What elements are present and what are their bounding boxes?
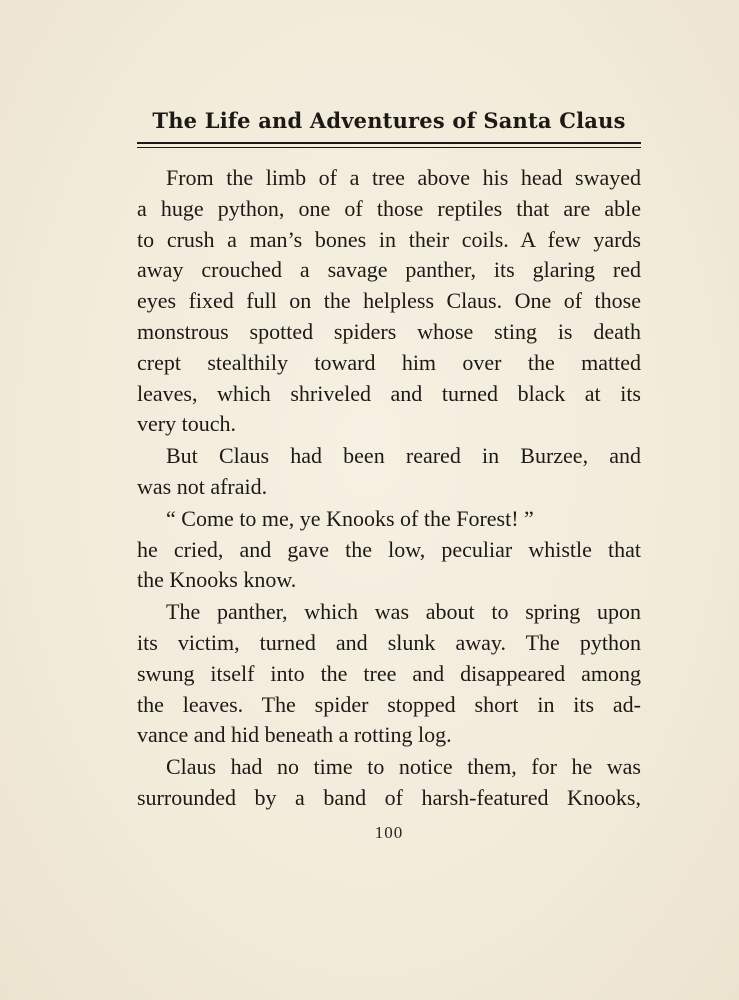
text-line: monstrous spotted spiders whose sting is death bbox=[137, 318, 641, 344]
text-line: the Knooks know. bbox=[137, 567, 297, 593]
text-line: eyes fixed full on the helpless Claus. One of those bbox=[137, 288, 641, 314]
paragraph bbox=[137, 504, 641, 596]
body-text bbox=[137, 163, 641, 814]
text-line: leaves, which shriveled and turned black at its bbox=[137, 380, 641, 406]
text-line: to crush a man’s bones in their coils. A few yards bbox=[137, 226, 641, 252]
header-rule-thin bbox=[137, 147, 641, 148]
text-line: The panther, which was about to spring upon bbox=[166, 599, 641, 625]
text-line: away crouched a savage panther, its glaring red bbox=[137, 257, 641, 283]
text-line: very touch. bbox=[137, 411, 236, 437]
text-line: surrounded by a band of harsh-featured Knooks, bbox=[137, 784, 641, 810]
text-line: the leaves. The spider stopped short in its ad- bbox=[137, 691, 641, 717]
text-line: “ Come to me, ye Knooks of the Forest! ” bbox=[166, 505, 534, 531]
text-line: was not afraid. bbox=[137, 473, 268, 499]
text-line: Claus had no time to notice them, for he was bbox=[166, 754, 641, 780]
text-line: crept stealthily toward him over the matted bbox=[137, 349, 641, 375]
header-rule-thick bbox=[137, 142, 641, 144]
text-line: vance and hid beneath a rotting log. bbox=[137, 722, 452, 748]
text-line: From the limb of a tree above his head swayed bbox=[166, 165, 641, 190]
paragraph bbox=[137, 163, 641, 440]
text-line: a huge python, one of those reptiles that are able bbox=[137, 195, 641, 221]
running-head: The Life and Adventures of Santa Claus bbox=[152, 108, 626, 133]
page-number: 100 bbox=[374, 823, 404, 842]
text-line: swung itself into the tree and disappeared among bbox=[137, 660, 641, 686]
text-line: But Claus had been reared in Burzee, and bbox=[166, 443, 641, 469]
text-line: he cried, and gave the low, peculiar whistle that bbox=[137, 536, 641, 562]
paragraph bbox=[137, 597, 641, 751]
paragraph bbox=[137, 752, 641, 814]
paragraph bbox=[137, 441, 641, 503]
text-line: its victim, turned and slunk away. The python bbox=[137, 629, 641, 655]
